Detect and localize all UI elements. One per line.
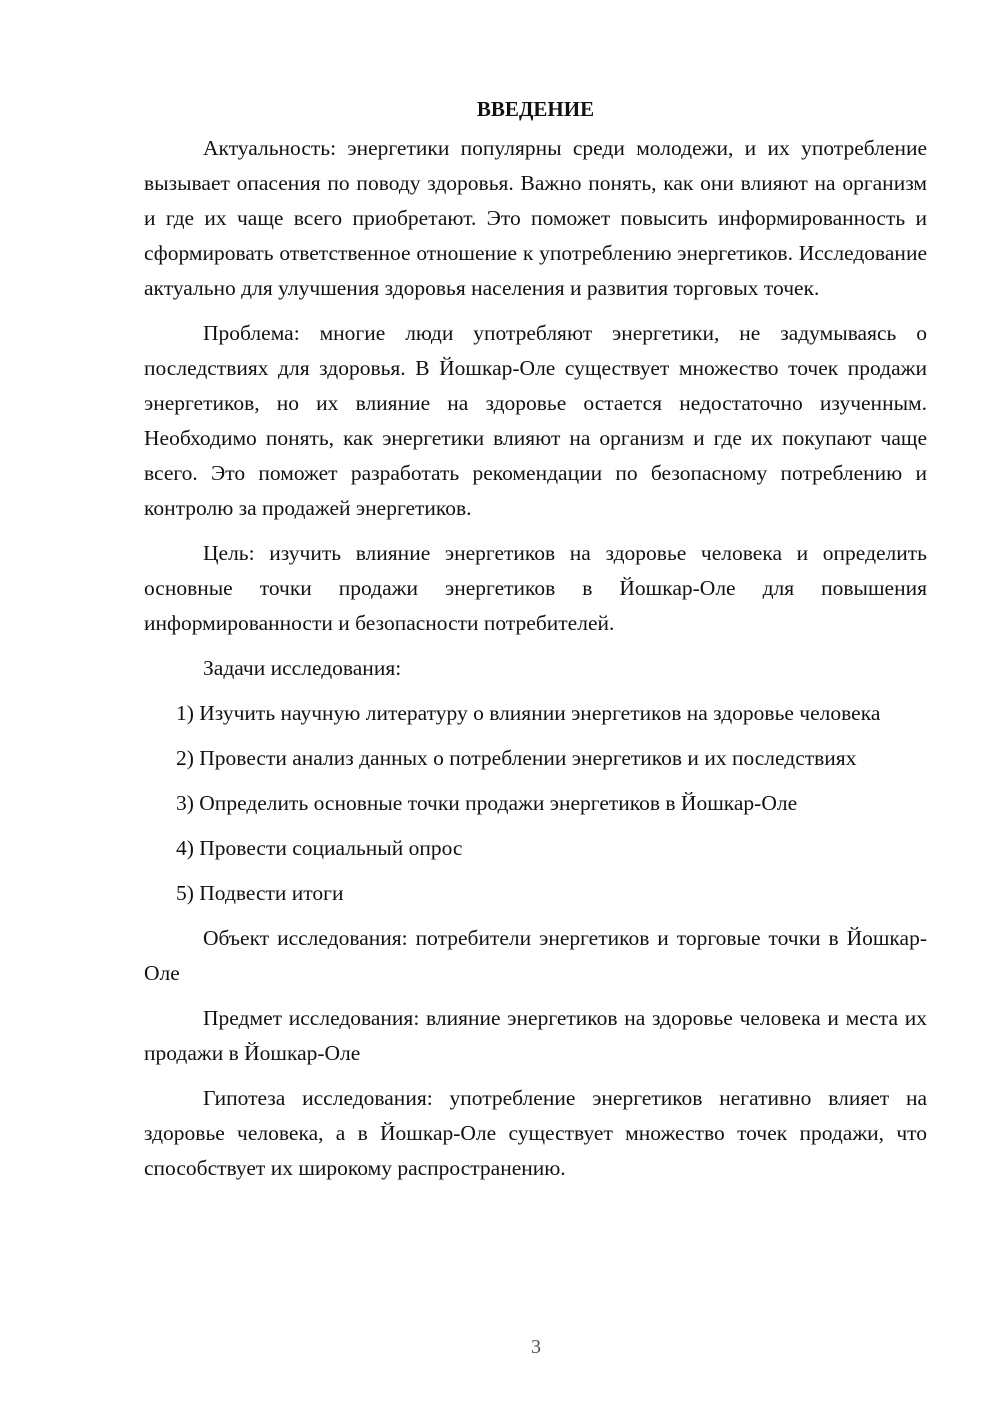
task-item-2: 2) Провести анализ данных о потреблении энергетиков и их последствиях xyxy=(176,746,857,770)
task-item-3: 3) Определить основные точки продажи энергетиков в Йошкар-Оле xyxy=(176,791,798,815)
paragraph-gap xyxy=(144,911,927,921)
paragraph-gap xyxy=(144,686,927,696)
goal-paragraph: Цель: изучить влияние энергетиков на здоровье человека и определить основные точки продажи энергетиков в Йошкар-Оле для повышения информированности и безопасности потребителей. xyxy=(144,541,927,635)
paragraph-gap xyxy=(144,731,927,741)
relevance-paragraph: Актуальность: энергетики популярны среди молодежи, и их употребление вызывает опасения по поводу здоровья. Важно понять, как они влияют на организм и где их чаще всего приобретают. Это поможет повысить информированность и сформировать ответственное отношение к употреблению энергетиков. Исследование актуально для улучшения здоровья населения и развития торговых точек. xyxy=(144,136,927,300)
page-content xyxy=(144,92,927,1186)
problem-paragraph: Проблема: многие люди употребляют энергетики, не задумываясь о последствиях для здоровья. В Йошкар-Оле существует множество точек продажи энергетиков, но их влияние на здоровье остается недостаточно изученным. Необходимо понять, как энергетики влияют на организм и где их покупают чаще всего. Это поможет разработать рекомендации по безопасному потреблению и контролю за продажей энергетиков. xyxy=(144,321,927,520)
paragraph-gap xyxy=(144,306,927,316)
object-paragraph: Объект исследования: потребители энергетиков и торговые точки в Йошкар-Оле xyxy=(144,926,927,985)
paragraph-gap xyxy=(144,641,927,651)
paragraph-gap xyxy=(144,1071,927,1081)
hypothesis-paragraph: Гипотеза исследования: употребление энергетиков негативно влияет на здоровье человека, а в Йошкар-Оле существует множество точек продажи, что способствует их широкому распространению. xyxy=(144,1086,927,1180)
paragraph-gap xyxy=(144,991,927,1001)
paragraph-gap xyxy=(144,866,927,876)
subject-paragraph: Предмет исследования: влияние энергетиков на здоровье человека и места их продажи в Йошкар-Оле xyxy=(144,1006,927,1065)
task-item-4: 4) Провести социальный опрос xyxy=(176,836,463,860)
task-item-5: 5) Подвести итоги xyxy=(176,881,344,905)
paragraph-gap xyxy=(144,821,927,831)
paragraph-gap xyxy=(144,776,927,786)
tasks-heading: Задачи исследования: xyxy=(203,656,402,680)
paragraph-gap xyxy=(144,526,927,536)
page-title: ВВЕДЕНИЕ xyxy=(476,97,595,121)
task-item-1: 1) Изучить научную литературу о влиянии энергетиков на здоровье человека xyxy=(176,701,881,725)
page-number: 3 xyxy=(531,1336,541,1358)
